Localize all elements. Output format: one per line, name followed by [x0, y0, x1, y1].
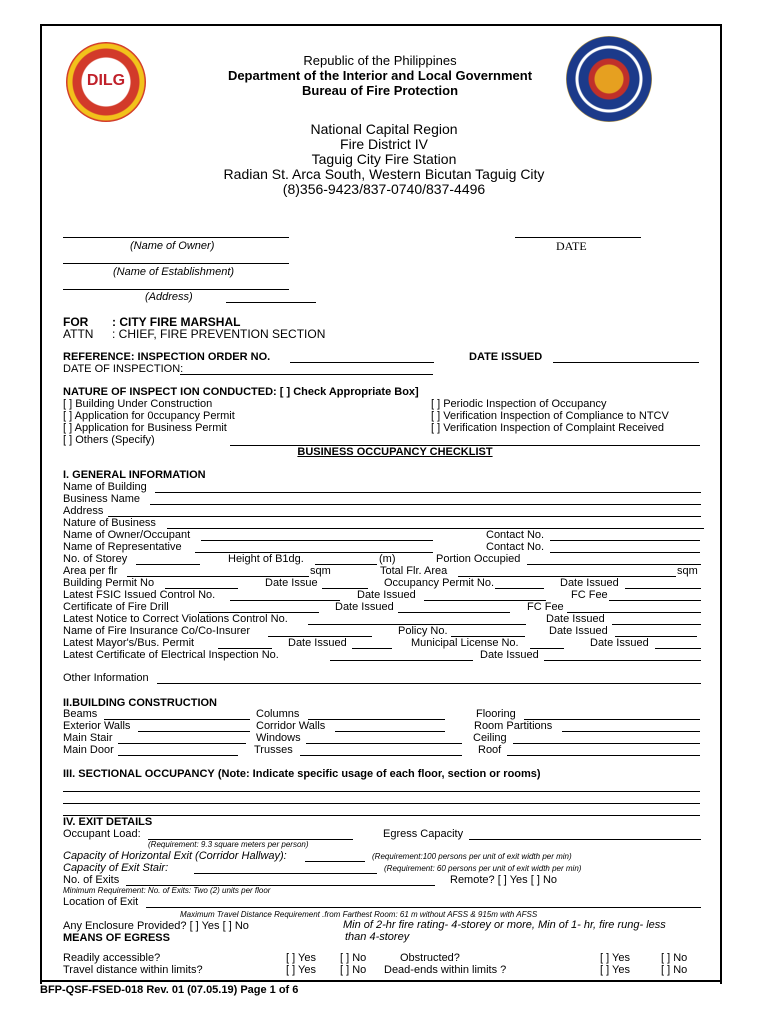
owner-occupant-label: Name of Owner/Occupant	[63, 529, 191, 541]
building-permit-label: Building Permit No	[63, 577, 155, 589]
horizontal-exit-label: Capacity of Horizontal Exit (Corridor Hallway):	[63, 850, 287, 862]
no-of-storey-label: No. of Storey	[63, 553, 128, 565]
occupancy-permit-field[interactable]	[495, 588, 544, 589]
readily-yes[interactable]: [ ] Yes	[286, 952, 316, 964]
horizontal-requirement: (Requirement:100 persons per unit of exit width per min)	[372, 852, 572, 861]
fire-drill-label: Certificate of Fire Drill	[63, 601, 169, 613]
header-station: Taguig City Fire Station	[311, 151, 457, 167]
occupancy-permit-label: Occupancy Permit No.	[384, 577, 495, 589]
nature-check-note: [ ] Check Appropriate Box]	[279, 386, 419, 398]
stair-requirement: (Requirement: 60 persons per unit of exit width per min)	[384, 864, 582, 873]
travel-distance-label: Travel distance within limits?	[63, 964, 203, 976]
max-travel-requirement: Maximum Travel Distance Requirement .from Farthest Room: 61 m without AFSS & 915m with AFSS	[180, 910, 538, 919]
date-line[interactable]	[515, 237, 641, 238]
min-exits-requirement: Minimum Requirement: No. of Exits: Two (2) units per floor	[63, 886, 271, 895]
columns-label: Columns	[256, 708, 300, 720]
total-flr-area-label: Total Flr. Area	[380, 565, 448, 577]
footer-rule	[40, 980, 720, 982]
no-of-exits-label: No. of Exits	[63, 874, 120, 886]
electrical-label: Latest Certificate of Electrical Inspection No.	[63, 649, 279, 661]
room-partitions-field[interactable]	[562, 731, 700, 732]
nature-option-complaint[interactable]: [ ] Verification Inspection of Complaint Received	[431, 422, 664, 434]
no-of-storey-field[interactable]	[136, 564, 200, 565]
exit-stair-label: Capacity of Exit Stair:	[63, 862, 169, 874]
municipal-license-label: Municipal License No.	[411, 637, 519, 649]
address-line[interactable]	[63, 289, 289, 290]
exit-title: IV. EXIT DETAILS	[63, 816, 153, 828]
horizontal-exit-field[interactable]	[305, 861, 365, 862]
nature-option-periodic[interactable]: [ ] Periodic Inspection of Occupancy	[431, 398, 607, 410]
dilg-logo	[66, 42, 146, 122]
occupant-load-label: Occupant Load:	[63, 828, 141, 840]
dead-ends-no[interactable]: [ ] No	[661, 964, 688, 976]
dead-ends-yes[interactable]: [ ] Yes	[600, 964, 630, 976]
remote-question[interactable]: Remote? [ ] Yes [ ] No	[450, 874, 558, 886]
mayors-date-label: Date Issued	[288, 637, 347, 649]
ceiling-label: Ceiling	[473, 732, 507, 744]
policy-date-label: Date Issued	[549, 625, 608, 637]
roof-field[interactable]	[507, 755, 700, 756]
nature-option-ntcv[interactable]: [ ] Verification Inspection of Compliance to NTCV	[431, 410, 669, 422]
obstructed-no[interactable]: [ ] No	[661, 952, 688, 964]
municipal-date-field[interactable]	[655, 648, 701, 649]
other-info-label: Other Information	[63, 672, 149, 684]
header-phones: (8)356-9423/837-0740/837-4496	[282, 181, 486, 197]
main-door-field[interactable]	[118, 755, 238, 756]
fc-fee-label-2: FC Fee	[527, 601, 564, 613]
header-region: National Capital Region	[310, 121, 458, 137]
fire-drill-date-label: Date Issued	[335, 601, 394, 613]
date-issued-field-2[interactable]	[625, 588, 701, 589]
electrical-date-field[interactable]	[544, 660, 701, 661]
exterior-walls-label: Exterior Walls	[63, 720, 131, 732]
address-label-2: Address	[63, 505, 104, 517]
date-issue-label: Date Issue	[265, 577, 318, 589]
contact-no-field-2[interactable]	[550, 552, 700, 553]
electrical-field[interactable]	[330, 660, 473, 661]
enclosure-question[interactable]: Any Enclosure Provided? [ ] Yes [ ] No	[63, 920, 249, 932]
nature-option-business-permit[interactable]: [ ] Application for Business Permit	[63, 422, 227, 434]
area-per-flr-label: Area per flr	[63, 565, 118, 577]
contact-no-label: Contact No.	[486, 529, 545, 541]
main-stair-label: Main Stair	[63, 732, 113, 744]
business-name-field[interactable]	[150, 504, 701, 505]
area-sqm-unit: sqm	[310, 565, 331, 577]
notice-label: Latest Notice to Correct Violations Control No.	[63, 613, 288, 625]
date-issued-field[interactable]	[553, 362, 699, 363]
owner-occupant-field[interactable]	[201, 540, 433, 541]
other-info-field[interactable]	[157, 683, 701, 684]
sectional-line-1[interactable]	[63, 791, 700, 792]
readily-no[interactable]: [ ] No	[340, 952, 367, 964]
corridor-walls-field[interactable]	[335, 731, 445, 732]
trusses-label: Trusses	[254, 744, 293, 756]
travel-no[interactable]: [ ] No	[340, 964, 367, 976]
name-of-building-label: Name of Building	[63, 481, 147, 493]
total-sqm-unit: sqm	[677, 565, 698, 577]
fire-rating-note-1: Min of 2-hr fire rating- 4-storey or more, Min of 1- hr, fire rung- less	[343, 919, 666, 931]
sectional-line-3[interactable]	[63, 815, 700, 816]
roof-label: Roof	[478, 744, 502, 756]
ceiling-field[interactable]	[513, 743, 700, 744]
location-of-exit-label: Location of Exit	[63, 896, 139, 908]
egress-capacity-field[interactable]	[469, 839, 701, 840]
latest-fsic-field[interactable]	[230, 600, 340, 601]
latest-fsic-label: Latest FSIC Issued Control No.	[63, 589, 216, 601]
header-district: Fire District IV	[340, 136, 428, 152]
insurance-label: Name of Fire Insurance Co/Co-Insurer	[63, 625, 251, 637]
obstructed-label: Obstructed?	[400, 952, 460, 964]
attn-value: : CHIEF, FIRE PREVENTION SECTION	[112, 327, 326, 341]
contact-no-field[interactable]	[550, 540, 700, 541]
fire-drill-date-field[interactable]	[398, 612, 510, 613]
nature-option-others[interactable]: [ ] Others (Specify)	[63, 434, 155, 446]
establishment-label: (Name of Establishment)	[113, 266, 235, 278]
header-department: Department of the Interior and Local Government	[227, 68, 533, 83]
nature-option-occupancy-permit[interactable]: [ ] Application for 0ccupancy Permit	[63, 410, 235, 422]
checklist-title: BUSINESS OCCUPANCY CHECKLIST	[297, 446, 493, 458]
owner-label: (Name of Owner)	[130, 240, 215, 252]
exterior-walls-field[interactable]	[138, 731, 250, 732]
egress-capacity-label: Egress Capacity	[383, 828, 464, 840]
corridor-walls-label: Corridor Walls	[256, 720, 326, 732]
owner-line[interactable]	[63, 237, 289, 238]
portion-occupied-field[interactable]	[527, 564, 701, 565]
nature-title-text: NATURE OF INSPECT ION CONDUCTED:	[63, 386, 277, 398]
mayors-permit-label: Latest Mayor's/Bus. Permit	[63, 637, 195, 649]
header-bureau: Bureau of Fire Protection	[301, 83, 459, 98]
date-of-inspection-field[interactable]	[180, 374, 433, 375]
room-partitions-label: Room Partitions	[474, 720, 553, 732]
nature-of-business-label: Nature of Business	[63, 517, 156, 529]
for-label: FOR	[63, 315, 89, 329]
beams-label: Beams	[63, 708, 98, 720]
occupant-requirement: (Requirement: 9.3 square meters per person)	[148, 840, 309, 849]
nature-title	[63, 386, 419, 398]
dead-ends-label: Dead-ends within limits ?	[384, 964, 507, 976]
portion-occupied-label: Portion Occupied	[436, 553, 521, 565]
footer-form-code: BFP-QSF-FSED-018 Rev. 01 (07.05.19) Page 1 of 6	[40, 984, 299, 996]
inspection-order-label: REFERENCE: INSPECTION ORDER NO.	[63, 351, 271, 363]
sectional-title: III. SECTIONAL OCCUPANCY	[63, 768, 215, 780]
notice-date-field[interactable]	[612, 624, 701, 625]
nature-option-construction[interactable]: [ ] Building Under Construction	[63, 398, 213, 410]
general-address-field[interactable]	[108, 516, 701, 517]
general-title: I. GENERAL INFORMATION	[63, 469, 206, 481]
windows-label: Windows	[256, 732, 301, 744]
date-of-inspection-label: DATE OF INSPECTION:	[63, 363, 184, 375]
name-of-building-field[interactable]	[155, 492, 701, 493]
establishment-line[interactable]	[63, 263, 289, 264]
columns-field[interactable]	[308, 719, 445, 720]
address-line-2[interactable]	[226, 302, 316, 303]
electrical-date-label: Date Issued	[480, 649, 539, 661]
municipal-date-label: Date Issued	[590, 637, 649, 649]
representative-label: Name of Representative	[63, 541, 182, 553]
header-republic: Republic of the Philippines	[303, 53, 457, 68]
obstructed-yes[interactable]: [ ] Yes	[600, 952, 630, 964]
header-address: Radian St. Arca South, Western Bicutan Taguig City	[223, 166, 545, 182]
mayors-date-field[interactable]	[352, 648, 392, 649]
inspection-order-field[interactable]	[290, 362, 434, 363]
building-title: II.BUILDING CONSTRUCTION	[63, 697, 217, 709]
main-stair-field[interactable]	[118, 743, 246, 744]
contact-no-label-2: Contact No.	[486, 541, 545, 553]
fsic-date-issued-label: Date Issued	[357, 589, 416, 601]
fc-fee-label: FC Fee	[571, 589, 608, 601]
sectional-line-2[interactable]	[63, 803, 700, 804]
date-label: DATE	[556, 239, 587, 253]
location-of-exit-field[interactable]	[146, 907, 701, 908]
trusses-field[interactable]	[300, 755, 462, 756]
business-name-label: Business Name	[63, 493, 141, 505]
nature-of-business-field[interactable]	[167, 528, 704, 529]
means-of-egress-title: MEANS OF EGRESS	[63, 932, 170, 944]
for-value: : CITY FIRE MARSHAL	[112, 315, 241, 329]
windows-field[interactable]	[306, 743, 462, 744]
address-label: (Address)	[145, 291, 193, 303]
notice-date-label: Date Issued	[546, 613, 605, 625]
dilg-logo-text: DILG	[86, 72, 126, 89]
fire-rating-note-2: than 4-storey	[345, 931, 410, 943]
exit-stair-field[interactable]	[194, 873, 377, 874]
attn-label: ATTN	[63, 327, 94, 341]
main-door-label: Main Door	[63, 744, 114, 756]
height-unit: (m)	[379, 553, 396, 565]
sectional-title-row	[63, 768, 541, 780]
travel-yes[interactable]: [ ] Yes	[286, 964, 316, 976]
sectional-note: (Note: Indicate specific usage of each floor, section or rooms)	[217, 768, 541, 780]
readily-accessible-label: Readily accessible?	[63, 952, 161, 964]
height-label: Height of B1dg.	[228, 553, 304, 565]
flooring-label: Flooring	[476, 708, 516, 720]
date-issued-label: DATE ISSUED	[469, 351, 543, 363]
policy-no-label: Policy No.	[398, 625, 448, 637]
fc-fee-field[interactable]	[609, 600, 701, 601]
date-issued-label-2: Date Issued	[560, 577, 619, 589]
